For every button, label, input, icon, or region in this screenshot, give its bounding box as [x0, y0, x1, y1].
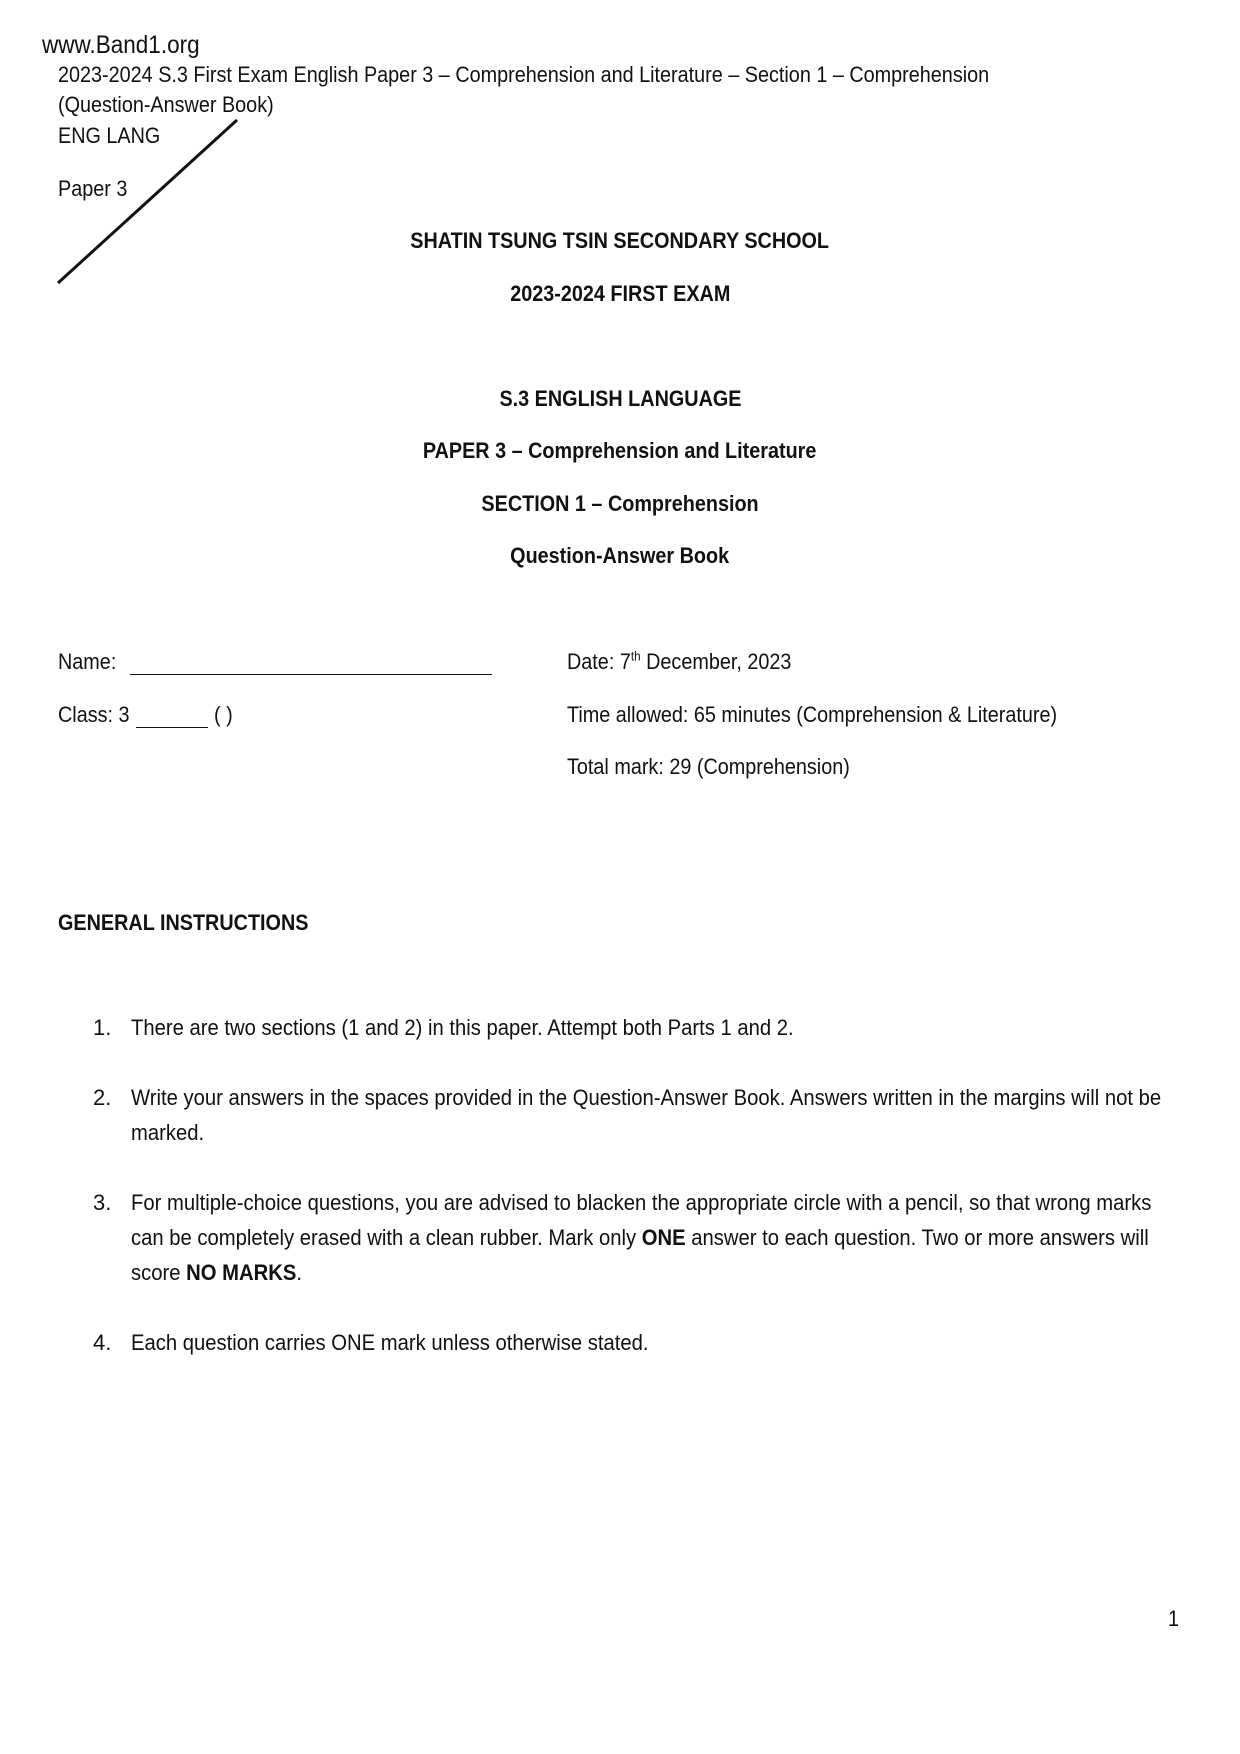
item-bold-b: NO MARKS	[186, 1260, 297, 1285]
subject-title-text: S.3 ENGLISH LANGUAGE	[498, 386, 742, 411]
item-text-b: answer to each question. Two or more answers will score	[131, 1225, 1149, 1285]
exam-title	[0, 281, 1240, 307]
total-mark: Total mark: 29 (Comprehension)	[567, 754, 850, 779]
name-input-line[interactable]	[130, 673, 492, 675]
item-text: Each question carries ONE mark unless otherwise stated.	[131, 1330, 649, 1355]
book-title	[0, 543, 1240, 569]
section-title-text: SECTION 1 – Comprehension	[481, 491, 759, 516]
class-input-line[interactable]	[136, 726, 208, 728]
watermark: www.Band1.org	[42, 31, 200, 59]
date-prefix: Date: 7	[567, 649, 631, 674]
diagonal-slash-line	[0, 0, 300, 300]
instruction-item	[93, 1325, 1183, 1360]
item-text: Write your answers in the spaces provided in the Question-Answer Book. Answers written in the margins will not be marked.	[131, 1085, 1162, 1145]
exam-title-text: 2023-2024 FIRST EXAM	[509, 281, 731, 306]
time-allowed: Time allowed: 65 minutes (Comprehension & Literature)	[567, 702, 1058, 727]
date-suffix: December, 2023	[640, 649, 792, 674]
section-title	[0, 491, 1240, 517]
instructions-heading: GENERAL INSTRUCTIONS	[58, 910, 309, 935]
item-bold-a: ONE	[641, 1225, 686, 1250]
school-name-text: SHATIN TSUNG TSIN SECONDARY SCHOOL	[410, 228, 830, 253]
item-number: 4.	[93, 1330, 112, 1355]
class-label: Class: 3	[58, 702, 130, 727]
paper-title	[0, 438, 1240, 464]
date-sup: th	[630, 648, 641, 664]
item-number: 2.	[93, 1085, 112, 1110]
class-number-paren: ( )	[214, 702, 233, 727]
subject-title	[0, 386, 1240, 412]
instructions-list	[93, 1010, 1183, 1395]
exam-date	[567, 649, 791, 675]
header-subject: ENG LANG	[58, 123, 161, 148]
header-line-2: (Question-Answer Book)	[58, 92, 274, 117]
item-text	[131, 1185, 1184, 1290]
instruction-item	[93, 1185, 1183, 1290]
instruction-item	[93, 1080, 1183, 1150]
item-number: 1.	[93, 1015, 112, 1040]
paper-title-text: PAPER 3 – Comprehension and Literature	[423, 438, 817, 463]
item-number: 3.	[93, 1190, 112, 1215]
item-text-c: .	[296, 1260, 302, 1285]
header-paper: Paper 3	[58, 176, 128, 201]
book-title-text: Question-Answer Book	[510, 543, 730, 568]
page-number: 1	[1168, 1606, 1180, 1631]
item-text: There are two sections (1 and 2) in this paper. Attempt both Parts 1 and 2.	[131, 1015, 794, 1040]
instruction-item	[93, 1010, 1183, 1045]
name-label: Name:	[58, 649, 117, 674]
school-name	[0, 228, 1240, 254]
header-line-1: 2023-2024 S.3 First Exam English Paper 3 – Comprehension and Literature – Section 1 – Comprehension	[58, 62, 990, 87]
item-text-a: For multiple-choice questions, you are advised to blacken the appropriate circle with a pencil, so that wrong marks can be completely erased with a clean rubber. Mark only	[131, 1190, 1152, 1250]
